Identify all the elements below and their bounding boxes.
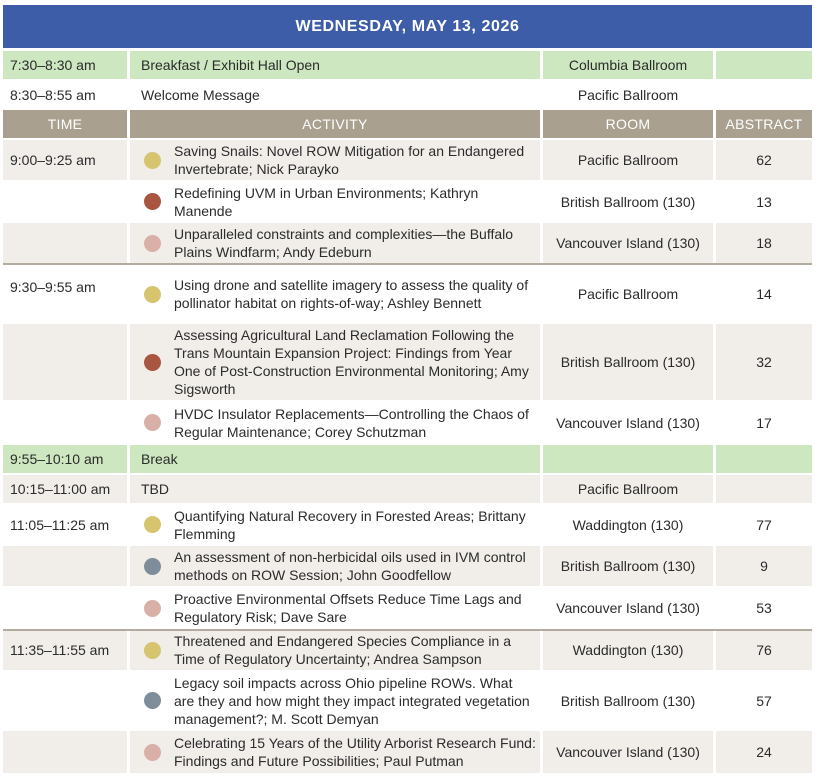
- time-cell: 8:30–8:55 am: [10, 86, 96, 103]
- room-cell: Columbia Ballroom: [543, 51, 713, 79]
- column-header-activity: ACTIVITY: [130, 110, 540, 138]
- schedule-row-breakfast: [0, 51, 820, 79]
- session-title: Threatened and Endangered Species Compliance in a Time of Regulatory Uncertainty; Andrea Sampson: [174, 633, 512, 667]
- schedule-row: [0, 324, 820, 400]
- time-cell: [3, 588, 127, 628]
- schedule-row: [0, 672, 820, 729]
- room-cell: Vancouver Island (130): [543, 731, 713, 773]
- schedule-row: [0, 266, 820, 322]
- session-title: Break: [141, 451, 178, 467]
- track-yellow-dot-icon: [144, 152, 161, 169]
- schedule-row: [0, 475, 820, 503]
- room-cell: Vancouver Island (130): [556, 414, 700, 431]
- time-cell: [3, 266, 127, 322]
- room-cell: Vancouver Island (130): [556, 600, 700, 616]
- activity-cell: [130, 182, 540, 221]
- time-label: 11:05–11:25 am: [10, 516, 110, 533]
- activity-cell: [130, 546, 540, 586]
- time-cell: [3, 445, 127, 473]
- schedule-row: [0, 505, 820, 544]
- abstract-number-cell: 76: [716, 630, 812, 670]
- activity-cell: [130, 505, 540, 544]
- time-block-divider: [3, 263, 812, 265]
- room-cell: Pacific Ballroom: [577, 286, 679, 302]
- abstract-cell: [716, 81, 812, 108]
- activity-cell: [130, 630, 540, 670]
- track-yellow-dot-icon: [144, 516, 161, 533]
- time-cell: [3, 140, 127, 180]
- activity-cell: [130, 731, 540, 773]
- time-cell: [3, 324, 127, 400]
- track-yellow-dot-icon: [144, 642, 161, 659]
- room-cell: Pacific Ballroom: [543, 475, 713, 503]
- time-cell: [3, 546, 127, 586]
- activity-cell: [130, 672, 540, 729]
- abstract-number-cell: 9: [716, 546, 812, 586]
- activity-cell: [130, 266, 540, 322]
- schedule-row: [0, 630, 820, 670]
- track-pink-dot-icon: [144, 235, 161, 252]
- room-cell: British Ballroom (130): [543, 546, 713, 586]
- time-label: 9:30–9:55 am: [10, 279, 96, 295]
- activity-cell: [130, 475, 540, 503]
- abstract-number-cell: 24: [716, 731, 812, 773]
- column-header-room: ROOM: [543, 110, 713, 138]
- abstract-number-cell: 57: [756, 692, 772, 709]
- track-slate-dot-icon: [144, 558, 161, 575]
- time-block-divider: [3, 629, 812, 631]
- session-title: Unparalleled constraints and complexities—the Buffalo Plains Windfarm; Andy Edeburn: [174, 226, 514, 260]
- time-cell: [3, 475, 127, 503]
- abstract-number-cell: 17: [756, 414, 772, 431]
- track-pink-dot-icon: [144, 414, 161, 431]
- session-title: Legacy soil impacts across Ohio pipeline ROWs. What are they and how might they impact integrated vegetation management?; M. Scott Demyan: [174, 674, 530, 727]
- time-cell: [3, 731, 127, 773]
- abstract-number-cell: 18: [716, 223, 812, 263]
- time-label: 9:00–9:25 am: [10, 152, 96, 168]
- schedule-row: [0, 140, 820, 180]
- time-label: 10:15–11:00 am: [10, 481, 111, 497]
- time-cell: [3, 505, 127, 544]
- activity-cell: Breakfast / Exhibit Hall Open: [130, 51, 540, 79]
- time-label: 9:55–10:10 am: [10, 451, 104, 467]
- time-cell: [3, 182, 127, 221]
- activity-cell: [130, 324, 540, 400]
- track-brown-dot-icon: [144, 193, 161, 210]
- time-cell: 7:30–8:30 am: [3, 51, 127, 79]
- schedule-row: [0, 546, 820, 586]
- activity-cell: [130, 140, 540, 180]
- session-title: TBD: [141, 481, 169, 497]
- session-title: Proactive Environmental Offsets Reduce Time Lags and Regulatory Risk; Dave Sare: [174, 591, 522, 625]
- abstract-number-cell: [716, 475, 812, 503]
- activity-cell: [130, 588, 540, 628]
- activity-cell: Welcome Message: [141, 86, 260, 103]
- schedule-row: [0, 731, 820, 773]
- activity-cell: [130, 445, 540, 473]
- table-header: [0, 110, 820, 138]
- activity-cell: [130, 223, 540, 263]
- session-title: Celebrating 15 Years of the Utility Arborist Research Fund: Findings and Future Possibilities; Paul Putman: [174, 735, 536, 769]
- room-cell: Waddington (130): [572, 516, 684, 533]
- session-title: An assessment of non-herbicidal oils used in IVM control methods on ROW Session; John Goodfellow: [174, 549, 526, 583]
- abstract-cell: [716, 51, 812, 79]
- room-cell: British Ballroom (130): [543, 324, 713, 400]
- track-brown-dot-icon: [144, 354, 161, 371]
- schedule-row: [0, 223, 820, 263]
- session-title: Assessing Agricultural Land Reclamation Following the Trans Mountain Expansion Project: Findings from Year One of Post-Construction Environmental Monitoring; Amy Sigsworth: [174, 327, 529, 397]
- room-cell: Pacific Ballroom: [543, 140, 713, 180]
- track-pink-dot-icon: [144, 744, 161, 761]
- session-title: Saving Snails: Novel ROW Mitigation for an Endangered Invertebrate; Nick Parayko: [174, 143, 525, 177]
- room-cell: Vancouver Island (130): [543, 223, 713, 263]
- schedule-row: [0, 402, 820, 443]
- track-pink-dot-icon: [144, 600, 161, 617]
- activity-cell: [130, 402, 540, 443]
- schedule-row: [0, 182, 820, 221]
- time-cell: [3, 630, 127, 670]
- schedule-row-welcome: [0, 81, 820, 108]
- abstract-number-cell: [716, 445, 812, 473]
- time-cell: [3, 223, 127, 263]
- abstract-number-cell: 14: [756, 286, 772, 302]
- time-cell: [3, 402, 127, 443]
- schedule-row: [0, 588, 820, 628]
- time-label: 11:35–11:55 am: [10, 642, 110, 658]
- track-slate-dot-icon: [144, 692, 161, 709]
- room-cell: British Ballroom (130): [560, 193, 696, 210]
- time-cell: [3, 672, 127, 729]
- room-cell: British Ballroom (130): [560, 692, 696, 709]
- track-yellow-dot-icon: [144, 286, 161, 303]
- room-cell: [543, 445, 713, 473]
- day-banner: WEDNESDAY, MAY 13, 2026: [3, 5, 812, 48]
- abstract-number-cell: 53: [756, 600, 772, 616]
- abstract-number-cell: 77: [756, 516, 772, 533]
- room-cell: Waddington (130): [543, 630, 713, 670]
- abstract-number-cell: 13: [756, 193, 772, 210]
- room-cell: Pacific Ballroom: [577, 86, 679, 103]
- schedule-row: [0, 445, 820, 473]
- session-title: HVDC Insulator Replacements—Controlling the Chaos of Regular Maintenance; Corey Schutzman: [174, 405, 529, 440]
- column-header-time: TIME: [3, 110, 127, 138]
- session-title: Using drone and satellite imagery to assess the quality of pollinator habitat on rights-of-way; Ashley Bennett: [174, 277, 529, 311]
- session-title: Redefining UVM in Urban Environments; Kathryn Manende: [174, 184, 479, 219]
- column-header-abstract: ABSTRACT: [716, 110, 812, 138]
- session-title: Quantifying Natural Recovery in Forested Areas; Brittany Flemming: [174, 507, 526, 542]
- abstract-number-cell: 32: [716, 324, 812, 400]
- abstract-number-cell: 62: [716, 140, 812, 180]
